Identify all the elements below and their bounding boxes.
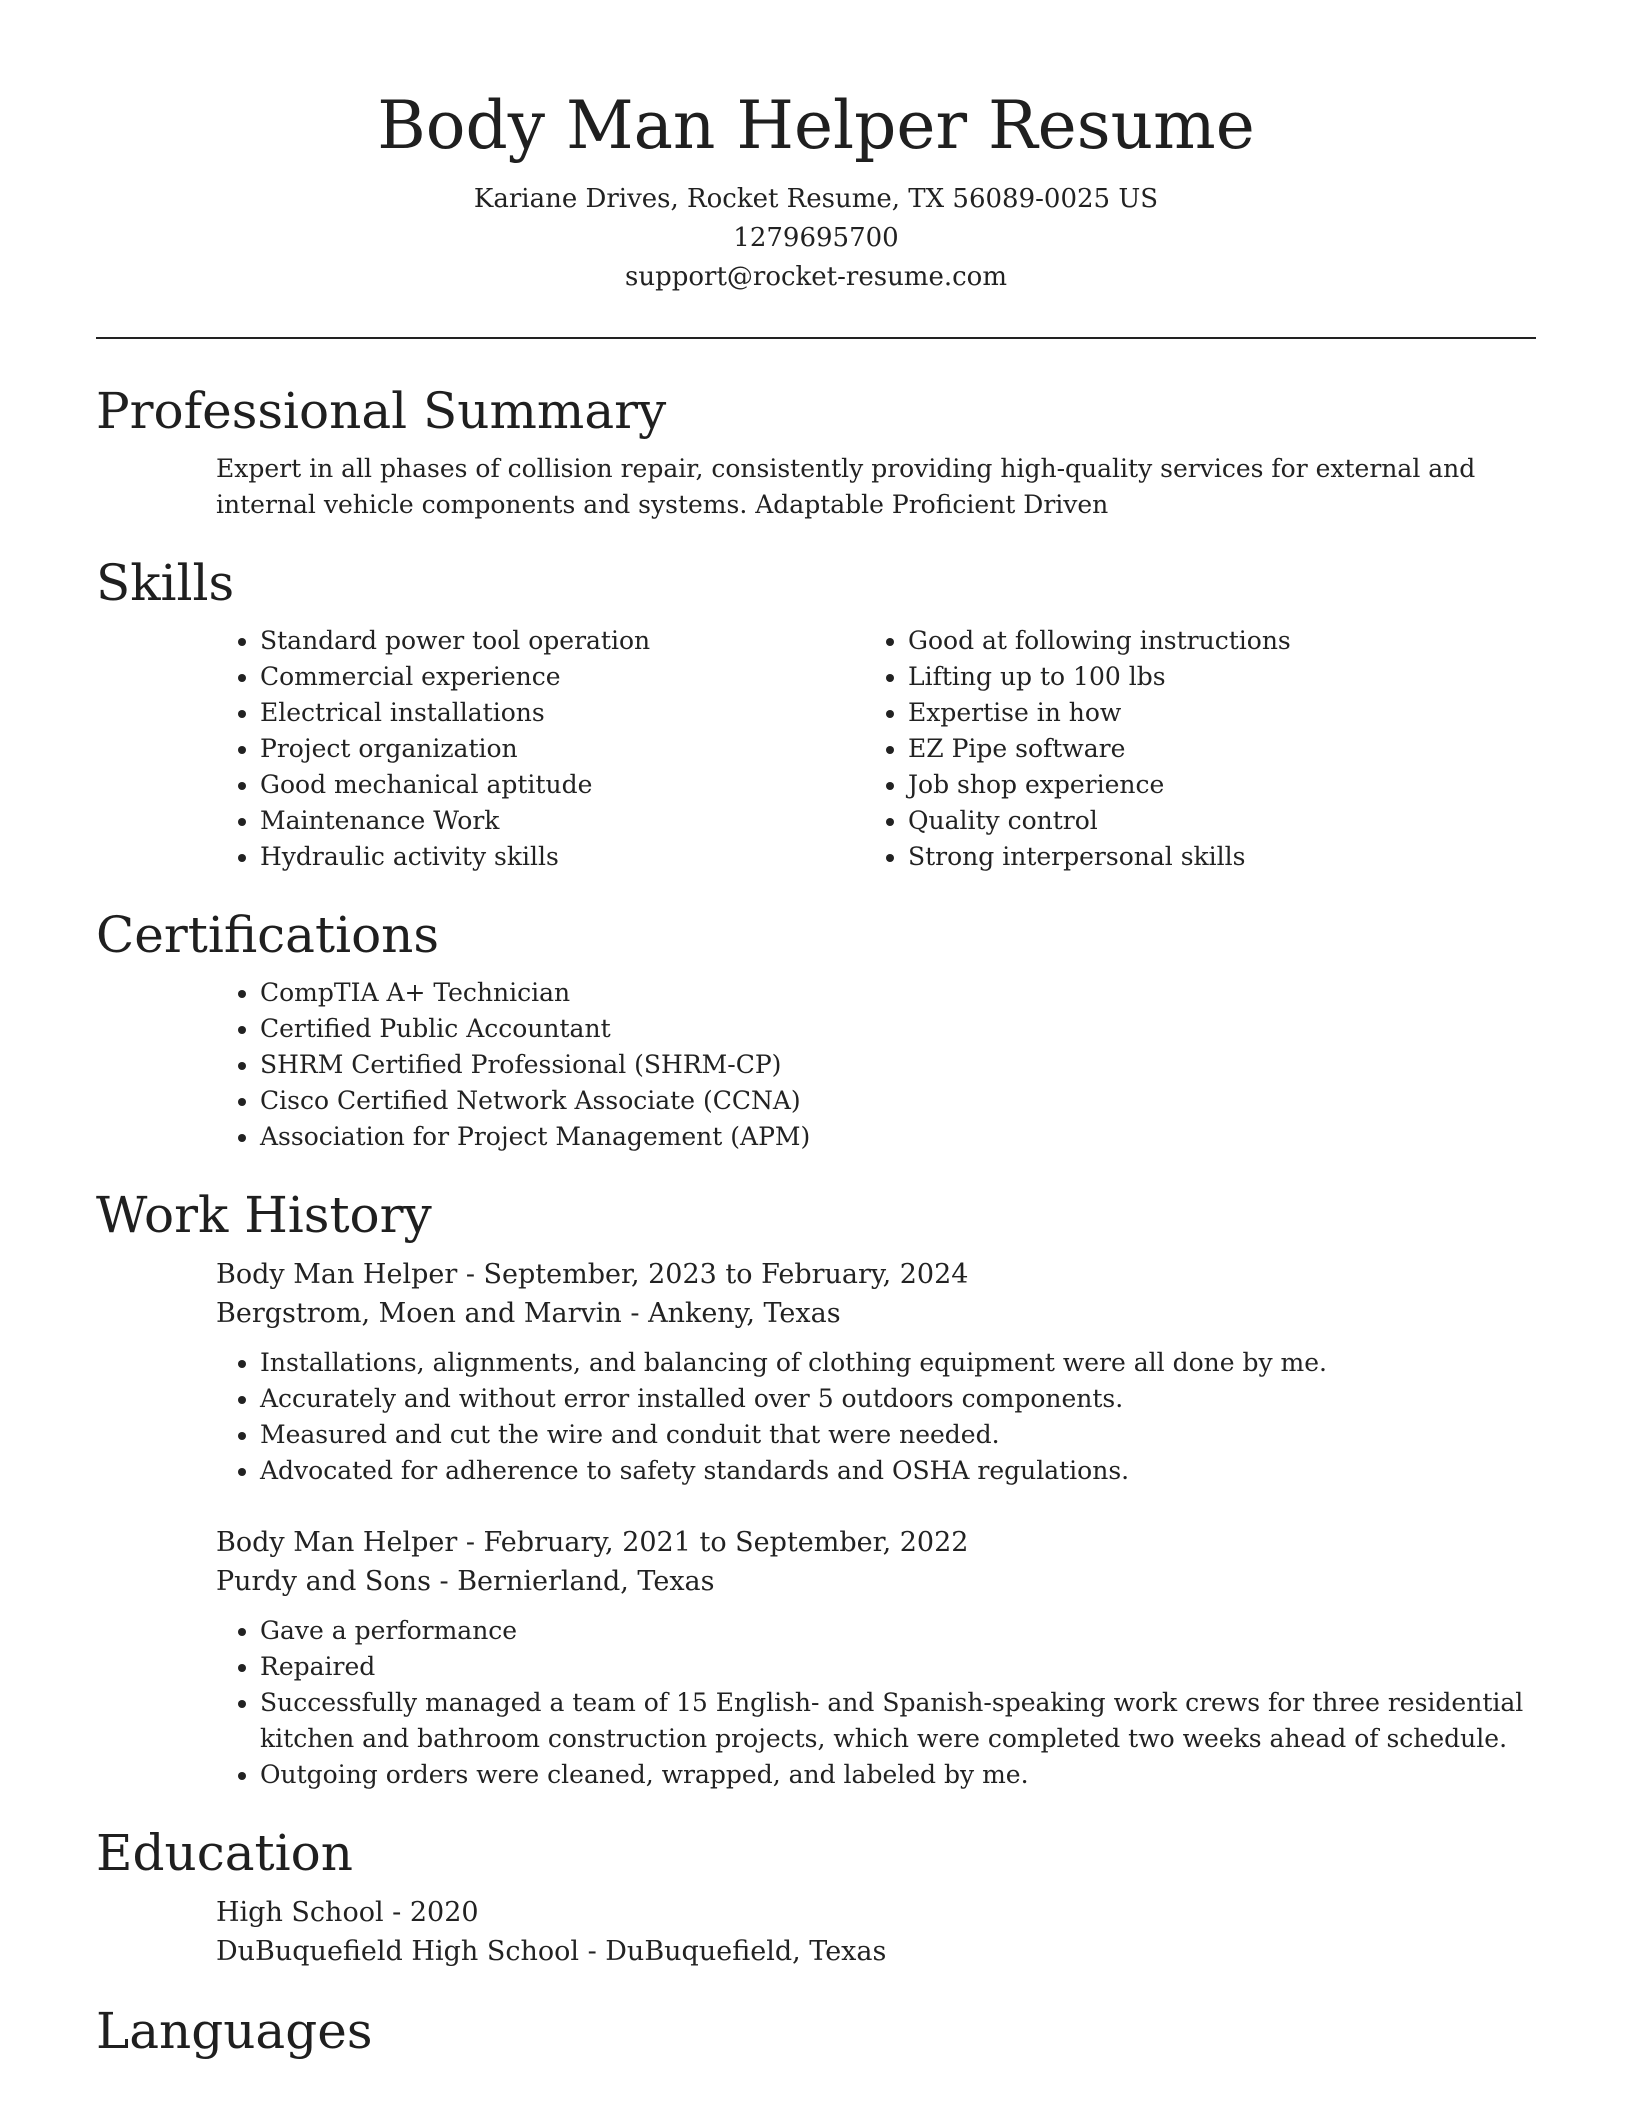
certification-item: • SHRM Certified Professional (SHRM-CP) xyxy=(260,1047,1536,1083)
job-bullet: • Successfully managed a team of 15 English- and Spanish-speaking work crews for three residential kitchen and bathroom construction projects, which were completed two weeks ahead of schedule. xyxy=(260,1685,1536,1757)
skill-item: • EZ Pipe software xyxy=(908,731,1536,767)
skill-item: • Project organization xyxy=(260,731,888,767)
job-title-line: Body Man Helper - February, 2021 to September, 2022 xyxy=(216,1527,969,1558)
skill-item: • Lifting up to 100 lbs xyxy=(908,659,1536,695)
job-bullet: • Gave a performance xyxy=(260,1613,1536,1649)
skill-item: • Standard power tool operation xyxy=(260,623,888,659)
contact-block xyxy=(96,180,1536,297)
skill-item: • Maintenance Work xyxy=(260,803,888,839)
skill-item: • Hydraulic activity skills xyxy=(260,839,888,875)
skills-heading: Skills xyxy=(96,554,235,612)
job-bullet: • Measured and cut the wire and conduit that were needed. xyxy=(260,1417,1536,1453)
skills-columns xyxy=(96,623,1536,875)
job-entry xyxy=(96,1523,1536,1793)
certifications-list xyxy=(96,975,1536,1155)
work-history-heading: Work History xyxy=(96,1186,432,1244)
skills-section xyxy=(96,553,1536,875)
skills-left-list xyxy=(96,623,888,875)
certification-item: • Certified Public Accountant xyxy=(260,1011,1536,1047)
resume-title: Body Man Helper Resume xyxy=(377,87,1255,164)
resume-page xyxy=(96,0,1536,2061)
job-bullets xyxy=(96,1613,1536,1793)
skill-item: • Commercial experience xyxy=(260,659,888,695)
skill-item: • Good mechanical aptitude xyxy=(260,767,888,803)
job-company-line: Bergstrom, Moen and Marvin - Ankeny, Texas xyxy=(216,1298,841,1329)
job-bullet: • Repaired xyxy=(260,1649,1536,1685)
education-entry xyxy=(96,1893,1536,1971)
header-divider xyxy=(96,337,1536,339)
skill-item: • Expertise in how xyxy=(908,695,1536,731)
certification-item: • Cisco Certified Network Associate (CCNA) xyxy=(260,1083,1536,1119)
job-bullet: • Outgoing orders were cleaned, wrapped, and labeled by me. xyxy=(260,1757,1536,1793)
contact-phone: 1279695700 xyxy=(733,223,899,253)
certifications-heading: Certifications xyxy=(96,906,440,964)
skill-item: • Good at following instructions xyxy=(908,623,1536,659)
skill-item: • Electrical installations xyxy=(260,695,888,731)
job-bullet: • Accurately and without error installed over 5 outdoors components. xyxy=(260,1381,1536,1417)
summary-section xyxy=(96,381,1536,523)
education-degree-line: High School - 2020 xyxy=(216,1897,479,1928)
job-bullet: • Advocated for adherence to safety standards and OSHA regulations. xyxy=(260,1453,1536,1489)
languages-section xyxy=(96,2001,1536,2061)
languages-heading: Languages xyxy=(96,2002,373,2060)
work-history-section xyxy=(96,1185,1536,1793)
certification-item: • CompTIA A+ Technician xyxy=(260,975,1536,1011)
summary-text: Expert in all phases of collision repair, consistently providing high-quality services for external and internal vehicle components and systems. Adaptable Proficient Driven xyxy=(216,454,1476,519)
education-school-line: DuBuquefield High School - DuBuquefield, Texas xyxy=(216,1936,887,1967)
contact-address: Kariane Drives, Rocket Resume, TX 56089-0025 US xyxy=(473,184,1159,214)
skill-item: • Strong interpersonal skills xyxy=(908,839,1536,875)
skill-item: • Quality control xyxy=(908,803,1536,839)
contact-email: support@rocket-resume.com xyxy=(624,262,1007,292)
job-title-line: Body Man Helper - September, 2023 to February, 2024 xyxy=(216,1259,969,1290)
job-company-line: Purdy and Sons - Bernierland, Texas xyxy=(216,1566,715,1597)
certification-item: • Association for Project Management (APM) xyxy=(260,1119,1536,1155)
skills-right-list xyxy=(888,623,1536,875)
education-section xyxy=(96,1823,1536,1971)
summary-heading: Professional Summary xyxy=(96,382,667,440)
education-heading: Education xyxy=(96,1824,353,1882)
skill-item: • Job shop experience xyxy=(908,767,1536,803)
job-entry xyxy=(96,1255,1536,1489)
certifications-section xyxy=(96,905,1536,1155)
job-bullets xyxy=(96,1345,1536,1489)
job-bullet: • Installations, alignments, and balancing of clothing equipment were all done by me. xyxy=(260,1345,1536,1381)
